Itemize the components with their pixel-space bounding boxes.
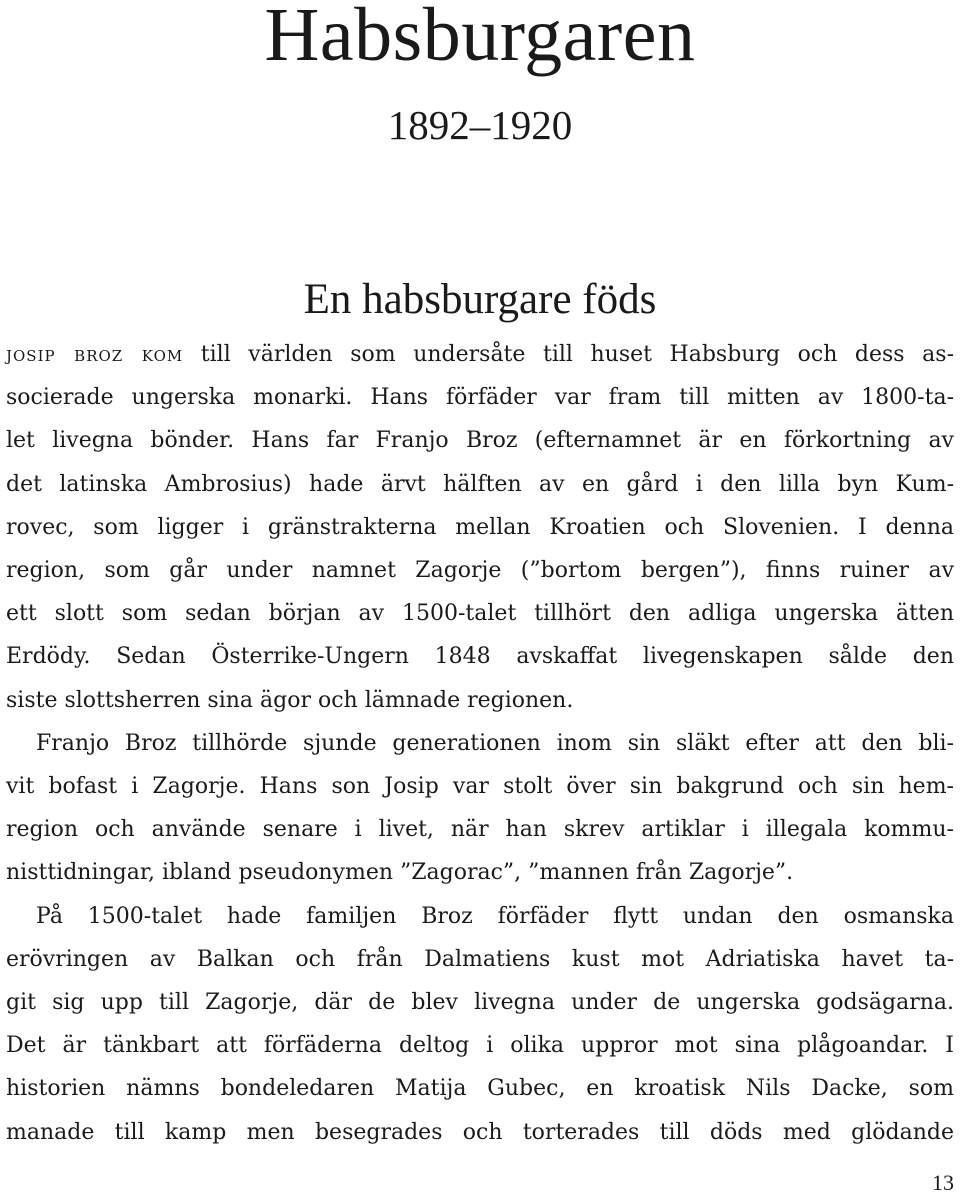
paragraph-2 (6, 722, 954, 895)
text-line: manade till kamp men besegrades och torterades till döds med glödande (6, 1119, 954, 1145)
chapter-title: Habsburgaren (264, 0, 696, 77)
text-line: region, som går under namnet Zagorje (”bortom bergen”), finns ruiner av (6, 558, 954, 584)
text-line: Erdödy. Sedan Österrike-Ungern 1848 avskaffat livegenskapen sålde den (6, 644, 954, 670)
text-line: nisttidningar, ibland pseudonymen ”Zagorac”, ”mannen från Zagorje”. (6, 860, 794, 886)
text-line: josip broz kom till världen som undersåte till huset Habsburg och dess as- (6, 342, 955, 367)
text-line: Franjo Broz tillhörde sjunde generationen inom sin släkt efter att den bli- (36, 730, 954, 756)
section-title: En habsburgare föds (303, 276, 657, 323)
text-line: siste slottsherren sina ägor och lämnade regionen. (6, 687, 574, 713)
paragraph-3 (6, 895, 954, 1154)
text-line: vit bofast i Zagorje. Hans son Josip var stolt över sin bakgrund och sin hem- (6, 774, 954, 800)
text-line: git sig upp till Zagorje, där de blev livegna under de ungerska godsägarna. (6, 990, 954, 1016)
text-line: Det är tänkbart att förfäderna deltog i olika uppror mot sina plågoandar. I (6, 1033, 954, 1059)
text-line: det latinska Ambrosius) hade ärvt hälften av en gård i den lilla byn Kum- (6, 471, 954, 497)
text-line: ett slott som sedan början av 1500-talet tillhört den adliga ungerska ätten (6, 601, 954, 627)
text-line: historien nämns bondeledaren Matija Gubec, en kroatisk Nils Dacke, som (6, 1076, 954, 1102)
text-line: let livegna bönder. Hans far Franjo Broz (efternamnet är en förkortning av (6, 428, 954, 454)
body-text (6, 333, 954, 1154)
chapter-years: 1892–1920 (387, 102, 573, 148)
lead-in-smallcaps: josip broz kom (6, 342, 184, 367)
paragraph-1 (6, 333, 954, 722)
text-line: socierade ungerska monarki. Hans förfäder var fram till mitten av 1800-ta- (6, 385, 954, 411)
page-number: 13 (932, 1170, 954, 1195)
text-line: rovec, som ligger i gränstrakterna mellan Kroatien och Slovenien. I denna (6, 514, 954, 540)
text-line: På 1500-talet hade familjen Broz förfäder flytt undan den osmanska (36, 903, 954, 929)
text-line: region och använde senare i livet, när han skrev artiklar i illegala kommu- (6, 817, 954, 843)
text-line: erövringen av Balkan och från Dalmatiens kust mot Adriatiska havet ta- (6, 946, 954, 972)
